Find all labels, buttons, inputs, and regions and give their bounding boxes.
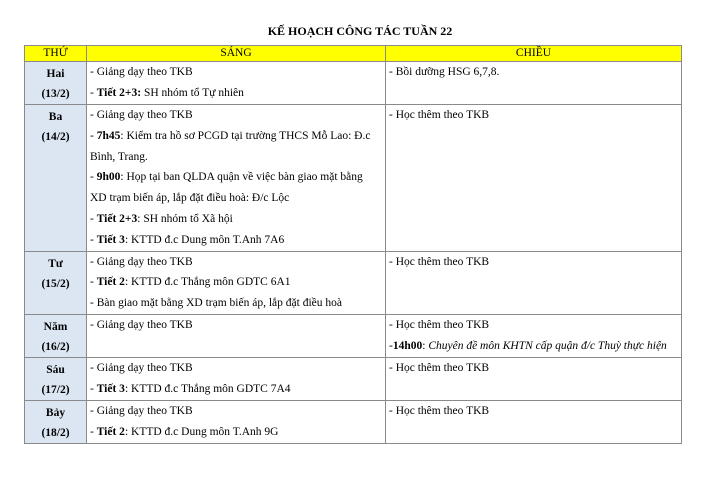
afternoon-cell <box>386 314 682 357</box>
entry-text: - Bồi dưỡng HSG 6,7,8. <box>389 66 500 78</box>
entry-text: - Học thêm theo TKB <box>389 109 490 121</box>
entry-time: Tiết 2+3 <box>96 212 138 225</box>
plan-entry <box>90 167 382 209</box>
morning-cell <box>87 251 386 314</box>
table-row <box>25 400 682 443</box>
table-row <box>25 105 682 252</box>
entry-text: - Học thêm theo TKB <box>389 255 490 268</box>
plan-entry <box>90 252 382 273</box>
plan-entry <box>90 62 382 83</box>
afternoon-cell <box>386 105 682 252</box>
plan-entry <box>389 315 678 336</box>
table-row <box>25 251 682 314</box>
day-cell <box>25 105 87 252</box>
day-cell <box>25 314 87 357</box>
plan-entry <box>90 126 382 168</box>
day-date: (17/2) <box>41 383 70 396</box>
entry-text: - Học thêm theo TKB <box>389 318 490 331</box>
afternoon-cell <box>386 62 682 105</box>
entry-text: : KTTD đ.c Dung môn T.Anh 9G <box>124 425 279 438</box>
afternoon-cell <box>386 251 682 314</box>
entry-time: Tiết 2 <box>96 425 125 438</box>
entry-text: - Giảng dạy theo TKB <box>90 255 193 268</box>
entry-text: - Bàn giao mặt bằng XD trạm biến áp, lắp đặt điều hoà <box>90 297 342 310</box>
entry-prefix: - <box>90 276 97 289</box>
entry-text: : Họp tại ban QLDA quận về việc bàn giao mặt bằng XD trạm biến áp, lắp đặt điều hoà: Đ/c Lộc <box>90 171 363 205</box>
plan-entry <box>90 358 382 379</box>
entry-time: Tiết 2+3: <box>96 86 142 99</box>
day-date: (16/2) <box>41 340 70 353</box>
entry-time: Tiết 3 <box>96 233 125 246</box>
entry-text: SH nhóm tổ Tự nhiên <box>141 86 244 99</box>
plan-entry <box>90 315 382 336</box>
day-cell <box>25 400 87 443</box>
weekly-plan-table <box>24 45 682 444</box>
day-cell <box>25 251 87 314</box>
table-row <box>25 314 682 357</box>
day-name: Ba <box>48 111 63 123</box>
entry-prefix: - <box>90 233 97 246</box>
day-name: Năm <box>43 320 68 333</box>
day-name: Bảy <box>45 406 66 419</box>
day-name: Hai <box>46 68 65 80</box>
day-name: Sáu <box>46 363 65 376</box>
plan-entry <box>90 230 382 251</box>
entry-text: - Giảng dạy theo TKB <box>90 109 193 121</box>
entry-text: - Giảng dạy theo TKB <box>90 66 193 78</box>
day-cell <box>25 357 87 400</box>
entry-time: 14h00 <box>392 339 423 352</box>
entry-prefix: - <box>90 171 97 184</box>
plan-entry <box>90 209 382 230</box>
plan-entry <box>389 358 678 379</box>
header-morning: SÁNG <box>87 46 386 62</box>
entry-text: - Giảng dạy theo TKB <box>90 361 193 374</box>
morning-cell <box>87 62 386 105</box>
morning-cell <box>87 314 386 357</box>
entry-prefix: - <box>90 86 97 99</box>
plan-entry <box>90 379 382 400</box>
day-date: (18/2) <box>41 426 70 439</box>
day-cell <box>25 62 87 105</box>
entry-text: : KTTD đ.c Dung môn T.Anh 7A6 <box>124 233 285 246</box>
afternoon-cell <box>386 400 682 443</box>
entry-text: - Giảng dạy theo TKB <box>90 318 193 331</box>
entry-text: : <box>422 339 429 352</box>
entry-time: 9h00 <box>96 171 121 184</box>
morning-cell <box>87 105 386 252</box>
entry-text: - Học thêm theo TKB <box>389 404 490 417</box>
entry-prefix: - <box>90 212 97 225</box>
entry-prefix: - <box>90 382 97 395</box>
entry-text: - Giảng dạy theo TKB <box>90 404 193 417</box>
day-date: (14/2) <box>41 131 70 143</box>
entry-prefix: - <box>90 129 97 142</box>
morning-cell <box>87 357 386 400</box>
plan-entry <box>389 105 678 126</box>
plan-entry <box>90 293 382 314</box>
entry-text: - Học thêm theo TKB <box>389 361 490 374</box>
plan-entry <box>90 83 382 104</box>
day-name: Tư <box>48 257 63 270</box>
plan-entry <box>389 401 678 422</box>
entry-text: : Kiểm tra hồ sơ PCGD tại trường THCS Mỗ Lao: Đ.c Bình, Trang. <box>90 129 371 163</box>
plan-entry <box>389 62 678 83</box>
entry-text: : KTTD đ.c Thắng môn GDTC 7A4 <box>124 382 291 395</box>
entry-prefix: - <box>90 425 97 438</box>
table-body <box>25 62 682 444</box>
entry-text: : KTTD đ.c Thắng môn GDTC 6A1 <box>124 276 291 289</box>
entry-time: 7h45 <box>96 129 121 142</box>
table-header-row <box>25 46 682 62</box>
entry-time: Tiết 2 <box>96 276 125 289</box>
plan-entry <box>90 422 382 443</box>
entry-prefix: - <box>389 339 393 352</box>
plan-entry <box>90 272 382 293</box>
plan-entry <box>90 105 382 126</box>
afternoon-cell <box>386 357 682 400</box>
header-afternoon: CHIỀU <box>386 46 682 62</box>
day-date: (13/2) <box>41 88 70 100</box>
day-date: (15/2) <box>41 277 70 290</box>
morning-cell <box>87 400 386 443</box>
document-title: KẾ HOẠCH CÔNG TÁC TUẦN 22 <box>267 24 453 38</box>
entry-text: : SH nhóm tổ Xã hội <box>137 212 233 225</box>
table-row <box>25 357 682 400</box>
plan-entry <box>389 252 678 273</box>
table-row <box>25 62 682 105</box>
plan-entry <box>389 336 678 357</box>
entry-time: Tiết 3 <box>96 382 125 395</box>
header-day: THỨ <box>25 46 87 62</box>
plan-entry <box>90 401 382 422</box>
entry-italic-text: Chuyên đề môn KHTN cấp quận đ/c Thuỳ thực hiện <box>428 339 667 352</box>
